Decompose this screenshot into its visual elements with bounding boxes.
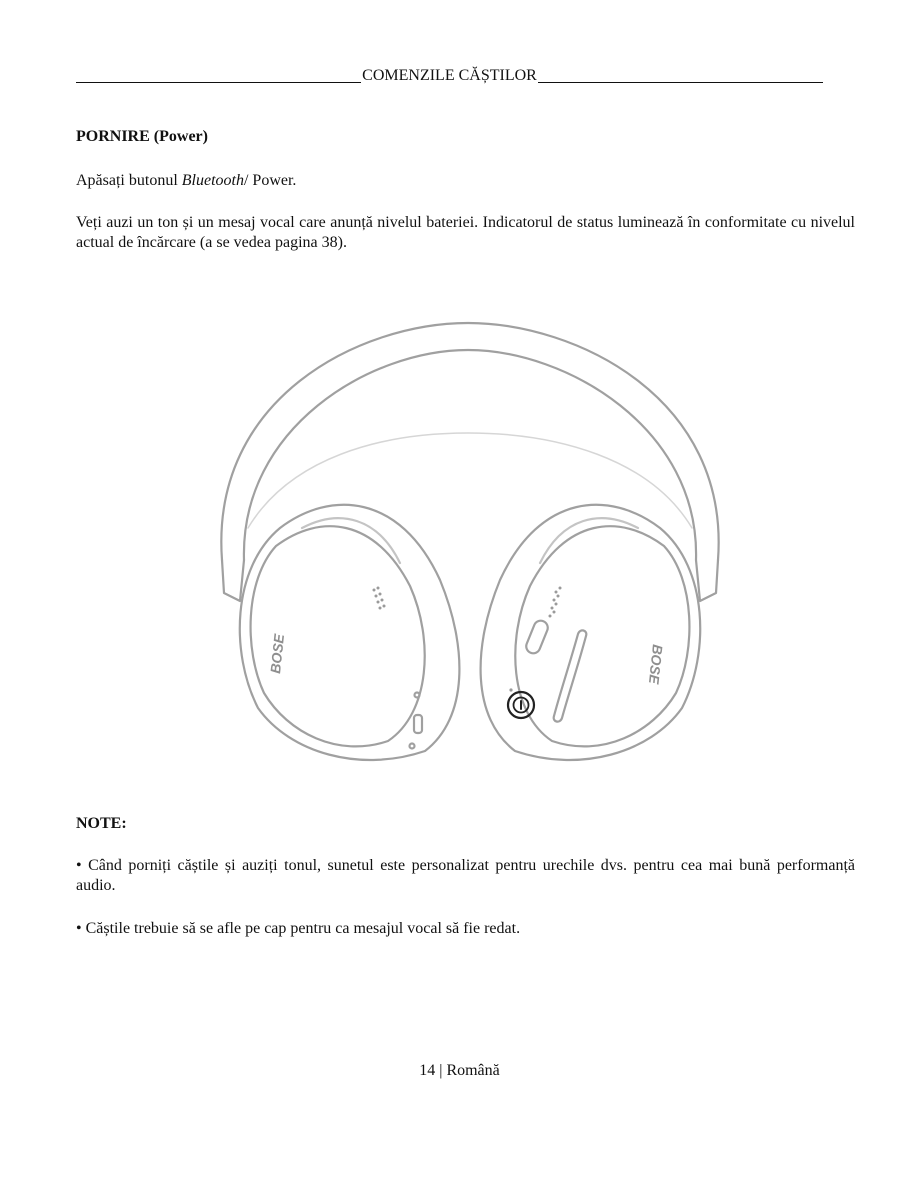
page-footer (0, 1062, 919, 1080)
page-number: 14 (419, 1062, 436, 1079)
notes-title: NOTE: (76, 815, 127, 832)
footer-separator: | (435, 1062, 447, 1079)
bose-logo-left: BOSE (267, 633, 288, 675)
left-earcup (240, 505, 460, 760)
bluetooth-emphasis: Bluetooth (181, 172, 244, 189)
left-mic-grille (373, 587, 386, 610)
header-rule-right (538, 82, 823, 83)
note-item: • Căștile trebuie să se afle pe cap pentru ca mesajul vocal să fie redat. (76, 920, 521, 937)
headband (221, 323, 718, 601)
footer-language: Română (446, 1062, 500, 1079)
status-led (509, 688, 512, 691)
action-button (524, 619, 550, 656)
right-earcup (481, 505, 701, 760)
intro-paragraph (76, 171, 855, 191)
section-title: PORNIRE (Power) (76, 128, 208, 145)
bose-logo-right: BOSE (645, 643, 666, 685)
right-mic-grille (549, 587, 562, 618)
page-header (76, 64, 823, 86)
header-rule-left (76, 82, 361, 83)
headphones-illustration (210, 318, 730, 766)
header-title: COMENZILE CĂȘTILOR (362, 67, 537, 84)
intro-prefix: Apăsați butonul (76, 172, 182, 189)
description-paragraph: Veți auzi un ton și un mesaj vocal care anunță nivelul bateriei. Indicatorul de status luminează în conformitate cu nivelul actual de încărcare (a se vedea pagina 38). (76, 214, 855, 251)
volume-strip (554, 630, 587, 721)
note-item: • Când porniți căștile și auziți tonul, sunetul este personalizat pentru urechile dvs. pentru cea mai bună performanță audio. (76, 857, 855, 894)
intro-suffix: / Power. (243, 172, 297, 189)
